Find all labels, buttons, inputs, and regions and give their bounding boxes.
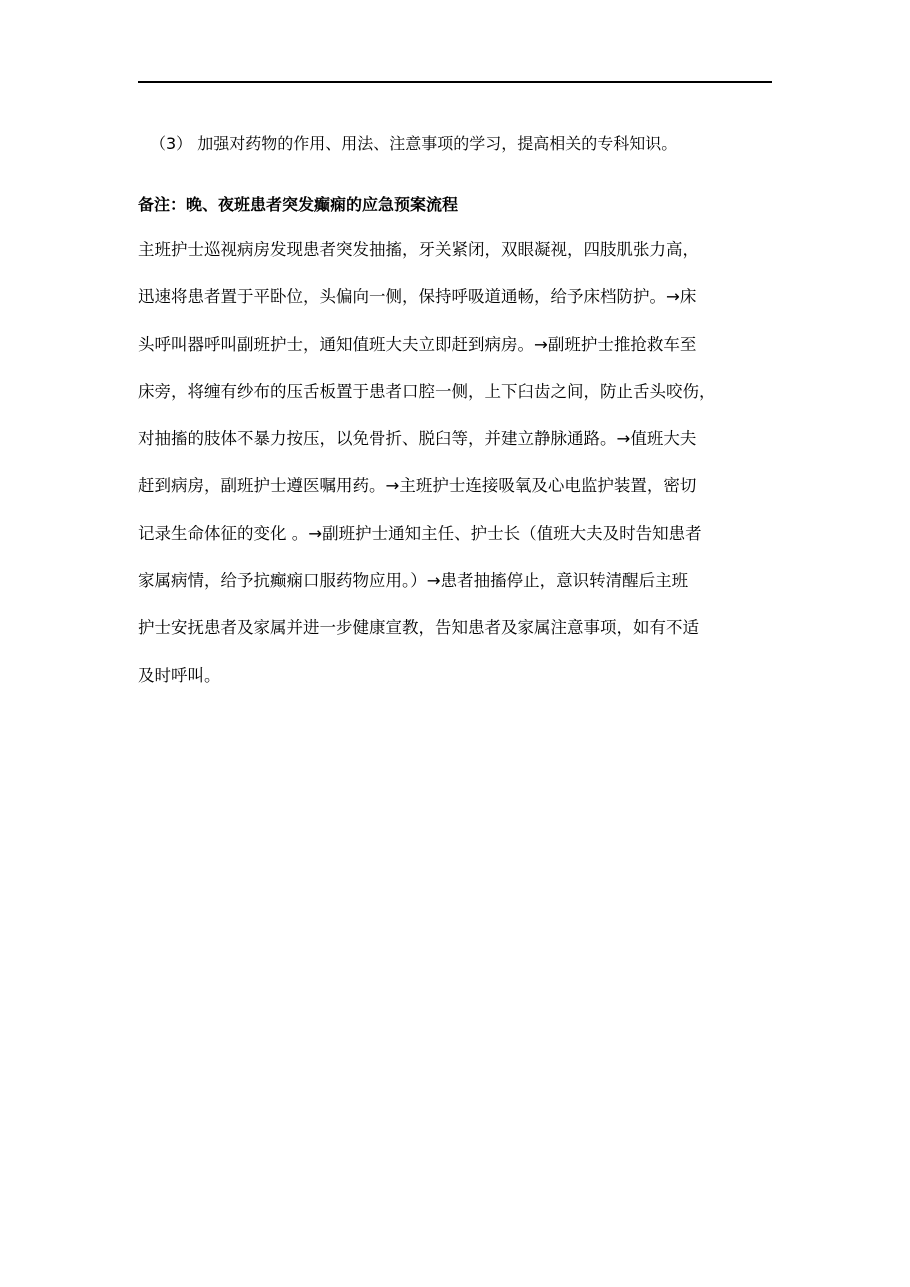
header-rule bbox=[138, 81, 772, 83]
note-heading: 备注：晚、夜班患者突发癫痫的应急预案流程 bbox=[138, 195, 459, 214]
emergency-procedure-paragraph bbox=[138, 234, 788, 707]
paragraph-line: 对抽搐的肢体不暴力按压，以免骨折、脱臼等，并建立静脉通路。→值班大夫 bbox=[138, 429, 697, 449]
paragraph-line: 家属病情，给予抗癫痫口服药物应用。）→患者抽搐停止，意识转清醒后主班 bbox=[138, 571, 689, 591]
list-item-3: （3） 加强对药物的作用、用法、注意事项的学习，提高相关的专科知识。 bbox=[150, 134, 678, 153]
paragraph-line: 赶到病房，副班护士遵医嘱用药。→主班护士连接吸氧及心电监护装置，密切 bbox=[138, 476, 697, 496]
paragraph-line: 记录生命体征的变化 。→副班护士通知主任、护士长（值班大夫及时告知患者 bbox=[138, 523, 702, 543]
paragraph-line: 床旁，将缠有纱布的压舌板置于患者口腔一侧，上下臼齿之间，防止舌头咬伤， bbox=[138, 381, 716, 401]
paragraph-line: 及时呼叫。 bbox=[138, 665, 221, 685]
paragraph-line: 主班护士巡视病房发现患者突发抽搐，牙关紧闭，双眼凝视，四肢肌张力高， bbox=[138, 240, 699, 259]
paragraph-line: 头呼叫器呼叫副班护士，通知值班大夫立即赶到病房。→副班护士推抢救车至 bbox=[138, 334, 697, 354]
paragraph-line: 迅速将患者置于平卧位，头偏向一侧，保持呼吸道通畅，给予床档防护。→床 bbox=[138, 287, 697, 307]
paragraph-line: 护士安抚患者及家属并进一步健康宣教，告知患者及家属注意事项，如有不适 bbox=[138, 618, 699, 638]
